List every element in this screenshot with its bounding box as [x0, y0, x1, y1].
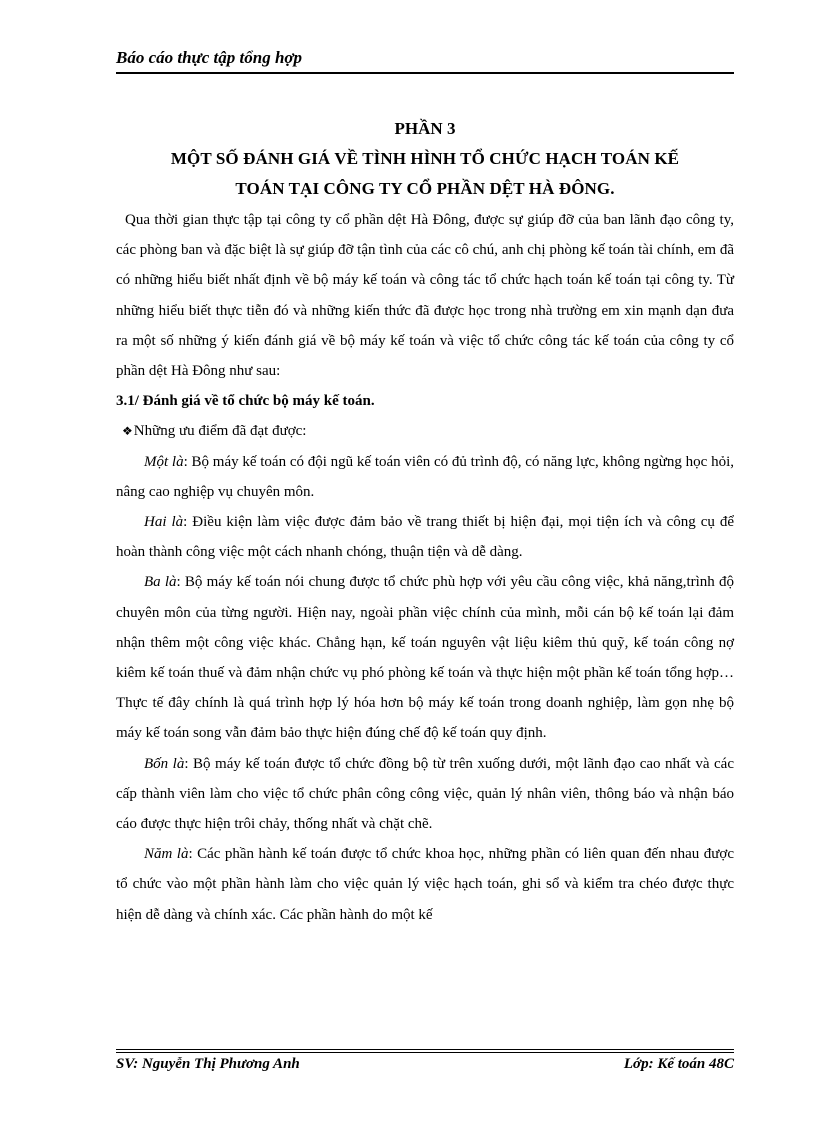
page-footer: [116, 1056, 734, 1073]
item-text: : Bộ máy kế toán nói chung được tổ chức phù hợp với yêu cầu công việc, khả năng,trình độ chuyên môn của từng người. Hiện nay, ngoài phần việc chính của mình, mỗi cán bộ kế toán lại đảm nhận thêm một công việc khác. Chẳng hạn, kế toán nguyên vật liệu kiêm thủ quỹ, kế toán công nợ kiêm kế toán thuế và đảm nhận chức vụ phó phòng kế toán và thực hiện một phần kế toán tổng hợp…Thực tế đây chính là quá trình hợp lý hóa hơn bộ máy kế toán trong doanh nghiệp, làm gọn nhẹ bộ máy kế toán song vẫn đảm bảo thực hiện đúng chế độ kế toán quy định.: [116, 574, 734, 742]
header-rule: [116, 72, 734, 74]
item-text: : Điều kiện làm việc được đảm bảo về trang thiết bị hiện đại, mọi tiện ích và công cụ để hoàn thành công việc một cách nhanh chóng, thuận tiện và dễ dàng.: [116, 514, 734, 561]
section-heading: 3.1/ Đánh giá về tổ chức bộ máy kế toán.: [116, 393, 375, 410]
item-paragraph: [116, 567, 734, 748]
item-paragraph: [116, 507, 734, 567]
title-line-1: MỘT SỐ ĐÁNH GIÁ VỀ TÌNH HÌNH TỔ CHỨC HẠCH TOÁN KẾ: [170, 149, 680, 168]
footer-class: Lớp: Kế toán 48C: [623, 1056, 734, 1072]
bullet-text: Những ưu điểm đã đạt được:: [133, 423, 307, 440]
diamond-bullet-icon: ❖: [122, 424, 133, 439]
item-paragraph: [116, 447, 734, 507]
item-lead: Năm là: [144, 846, 189, 863]
item-text: : Các phần hành kế toán được tổ chức khoa học, những phần có liên quan đến nhau được tổ chức vào một phần hành làm cho việc quản lý việc hạch toán, ghi sổ và kiểm tra chéo được thực hiện dễ dàng và chính xác. Các phần hành do một kế: [116, 846, 734, 923]
item-lead: Hai là: [144, 514, 184, 531]
body-text: [116, 205, 734, 930]
item-text: : Bộ máy kế toán được tổ chức đồng bộ từ trên xuống dưới, một lãnh đạo cao nhất và các cấp thành viên làm cho việc tổ chức phân công công việc, quản lý nhân viên, thông báo và nhận báo cáo được thực hiện trôi chảy, thống nhất và chặt chẽ.: [116, 755, 734, 833]
item-text: : Bộ máy kế toán có đội ngũ kế toán viên có đủ trình độ, có năng lực, không ngừng học hỏi, nâng cao nghiệp vụ chuyên môn.: [116, 453, 734, 500]
bullet-heading: [116, 416, 734, 446]
footer-rule: [116, 1052, 734, 1053]
item-lead: Bốn là: [144, 755, 185, 772]
page-header: Báo cáo thực tập tổng hợp: [116, 48, 303, 67]
item-paragraph: [116, 749, 734, 840]
item-lead: Ba là: [144, 574, 177, 591]
footer-student: SV: Nguyễn Thị Phương Anh: [116, 1056, 300, 1072]
intro-paragraph: Qua thời gian thực tập tại công ty cổ phần dệt Hà Đông, được sự giúp đỡ của ban lãnh đạo công ty, các phòng ban và đặc biệt là sự giúp đỡ tận tình của các cô chú, anh chị phòng kế toán tài chính, em đã có những hiểu biết nhất định về bộ máy kế toán và công tác tổ chức hạch toán kế toán tại công ty. Từ những hiểu biết thực tiễn đó và những kiến thức đã được học trong nhà trường em xin mạnh dạn đưa ra một số những ý kiến đánh giá về bộ máy kế toán và việc tổ chức công tác kế toán của công ty cổ phần dệt Hà Đông như sau:: [116, 212, 734, 380]
footer-rule: [116, 1049, 734, 1050]
title-block: [116, 114, 734, 204]
part-heading: PHẦN 3: [394, 119, 456, 138]
item-lead: Một là: [144, 453, 184, 470]
item-paragraph: [116, 839, 734, 930]
title-line-2: TOÁN TẠI CÔNG TY CỔ PHẦN DỆT HÀ ĐÔNG.: [235, 179, 615, 198]
